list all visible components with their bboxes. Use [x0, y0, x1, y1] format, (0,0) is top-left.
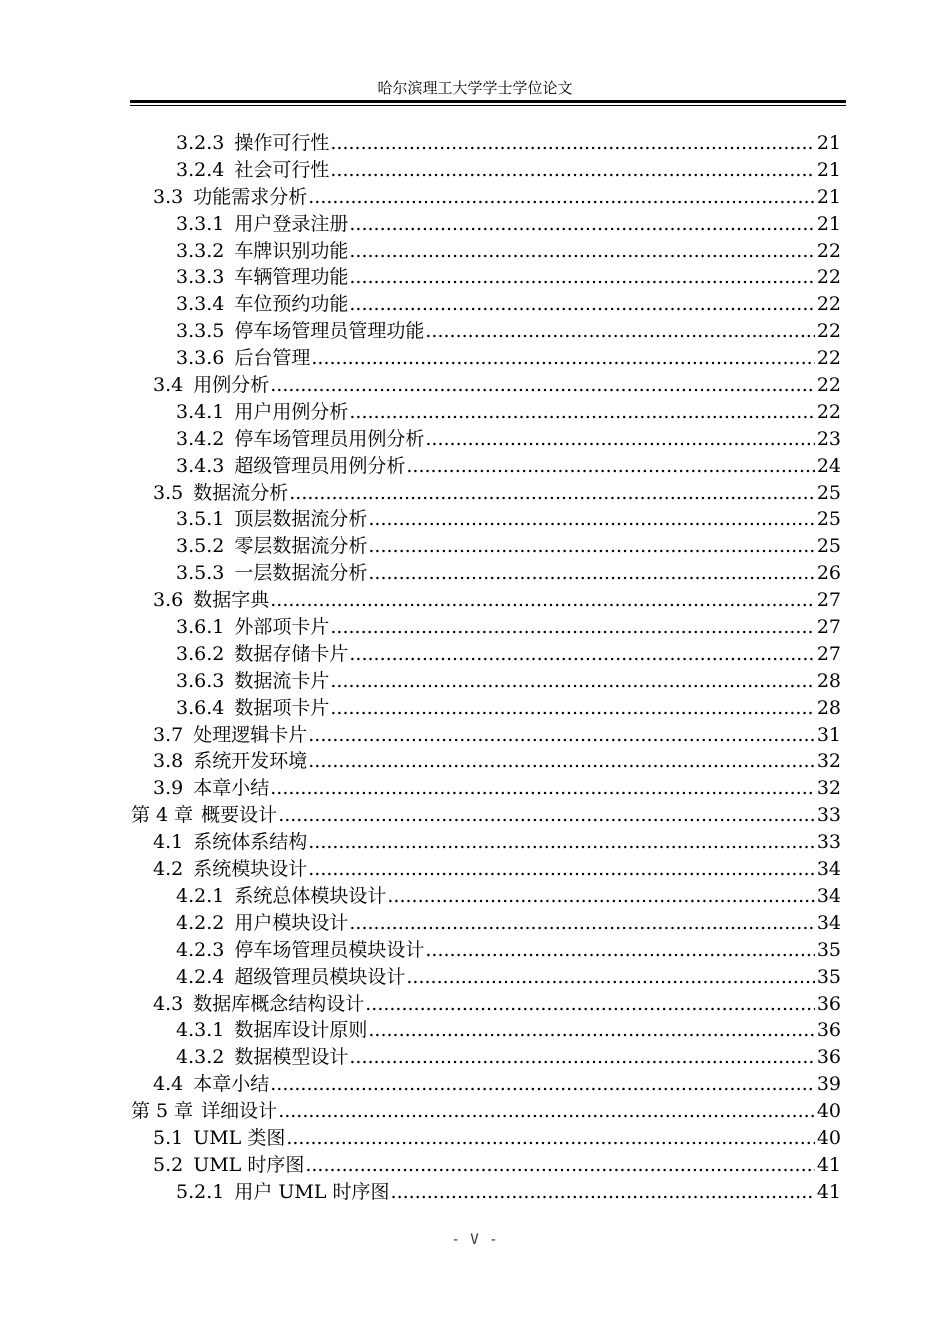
toc-entry-number: 4.1	[153, 831, 184, 854]
toc-entry-title: 数据流分析	[193, 481, 289, 504]
toc-entry-title: 用户用例分析	[234, 400, 349, 423]
toc-entry-title: 顶层数据流分析	[234, 508, 368, 531]
toc-entry[interactable]	[131, 1098, 841, 1125]
toc-leader-dots	[270, 372, 815, 399]
toc-entry-number: 4.2.3	[176, 938, 225, 961]
toc-entry[interactable]	[131, 1071, 841, 1098]
toc-leader-dots	[286, 1125, 814, 1152]
toc-leader-dots	[349, 1044, 814, 1071]
toc-entry-page: 32	[816, 777, 841, 800]
toc-entry[interactable]	[131, 560, 841, 587]
toc-entry-number: 3.5.1	[176, 508, 225, 531]
toc-entry-page: 33	[816, 804, 841, 827]
toc-leader-dots	[330, 157, 814, 184]
toc-entry[interactable]	[131, 399, 841, 426]
toc-entry-title: 本章小结	[193, 1073, 270, 1096]
toc-entry[interactable]	[131, 748, 841, 775]
toc-entry-page: 28	[816, 669, 841, 692]
toc-entry-title: 后台管理	[234, 347, 311, 370]
toc-entry-title: 操作可行性	[234, 132, 330, 154]
toc-entry-page: 27	[816, 616, 841, 639]
toc-entry[interactable]	[131, 937, 841, 964]
toc-leader-dots	[349, 264, 814, 291]
toc-leader-dots	[425, 318, 814, 345]
toc-entry-number: 4.2	[153, 858, 184, 881]
toc-leader-dots	[308, 722, 815, 749]
toc-leader-dots	[311, 345, 814, 372]
toc-entry-number: 3.3.3	[176, 266, 225, 289]
toc-entry[interactable]	[131, 264, 841, 291]
toc-entry-page: 36	[816, 1019, 841, 1042]
toc-leader-dots	[308, 748, 815, 775]
toc-entry[interactable]	[131, 426, 841, 453]
toc-leader-dots	[330, 695, 814, 722]
toc-entry-title: 详细设计	[201, 1100, 278, 1123]
toc-entry-title: 系统模块设计	[193, 858, 308, 881]
toc-entry-number: 3.6.4	[176, 696, 225, 719]
toc-entry-number: 3.7	[153, 723, 184, 746]
toc-entry-page: 28	[816, 696, 841, 719]
toc-entry-number: 第 4 章	[131, 804, 194, 827]
toc-entry-page: 22	[816, 347, 841, 370]
toc-entry-title: 数据流卡片	[234, 669, 330, 692]
toc-entry-page: 40	[816, 1100, 841, 1123]
toc-entry-page: 22	[816, 266, 841, 289]
toc-entry-number: 3.3.6	[176, 347, 225, 370]
toc-entry-page: 32	[816, 750, 841, 773]
toc-entry-number: 4.2.2	[176, 911, 225, 934]
toc-leader-dots	[368, 533, 814, 560]
toc-entry[interactable]	[131, 695, 841, 722]
toc-entry[interactable]	[131, 211, 841, 238]
toc-entry[interactable]	[131, 991, 841, 1018]
toc-leader-dots	[278, 1098, 815, 1125]
toc-entry-page: 40	[816, 1126, 841, 1149]
toc-entry-title: 数据库概念结构设计	[193, 992, 365, 1015]
table-of-contents	[131, 130, 841, 1206]
toc-entry-number: 5.2	[153, 1153, 184, 1176]
header-rule-thin	[130, 105, 846, 106]
toc-leader-dots	[270, 775, 815, 802]
toc-entry-number: 5.2.1	[176, 1180, 225, 1203]
toc-entry-page: 21	[816, 185, 841, 208]
toc-entry[interactable]	[131, 668, 841, 695]
toc-entry-page: 21	[816, 158, 841, 181]
toc-leader-dots	[368, 506, 814, 533]
toc-entry-number: 3.3.1	[176, 212, 225, 235]
toc-entry[interactable]	[131, 722, 841, 749]
toc-leader-dots	[270, 1071, 815, 1098]
toc-entry-number: 3.8	[153, 750, 184, 773]
toc-leader-dots	[391, 1179, 815, 1206]
toc-leader-dots	[406, 964, 814, 991]
toc-entry-title: 车位预约功能	[234, 293, 349, 316]
toc-entry-number: 3.2.3	[176, 132, 225, 154]
toc-entry-page: 21	[816, 132, 841, 154]
toc-entry[interactable]	[131, 130, 841, 157]
toc-entry-title: 功能需求分析	[193, 185, 308, 208]
toc-entry-page: 22	[816, 293, 841, 316]
toc-leader-dots	[308, 829, 815, 856]
toc-entry[interactable]	[131, 533, 841, 560]
toc-entry-number: 3.4	[153, 374, 184, 397]
toc-entry-page: 27	[816, 589, 841, 612]
toc-leader-dots	[308, 184, 815, 211]
toc-entry-page: 41	[816, 1153, 841, 1176]
toc-leader-dots	[330, 668, 814, 695]
toc-entry[interactable]	[131, 802, 841, 829]
toc-entry-page: 31	[816, 723, 841, 746]
toc-entry-page: 41	[816, 1180, 841, 1203]
toc-entry[interactable]	[131, 453, 841, 480]
toc-entry[interactable]	[131, 910, 841, 937]
toc-entry-number: 3.5.2	[176, 535, 225, 558]
toc-entry-page: 23	[816, 427, 841, 450]
toc-leader-dots	[365, 991, 815, 1018]
toc-leader-dots	[425, 937, 814, 964]
toc-leader-dots	[305, 1152, 814, 1179]
toc-entry[interactable]	[131, 641, 841, 668]
toc-entry-title: 数据字典	[193, 589, 270, 612]
toc-entry-title: 系统体系结构	[193, 831, 308, 854]
toc-entry[interactable]	[131, 184, 841, 211]
toc-entry-number: 5.1	[153, 1126, 184, 1149]
toc-entry-number: 3.6.3	[176, 669, 225, 692]
toc-entry-page: 36	[816, 1046, 841, 1069]
toc-entry-title: 用户登录注册	[234, 212, 349, 235]
toc-entry-number: 3.6	[153, 589, 184, 612]
toc-entry-title: 系统开发环境	[193, 750, 308, 773]
toc-entry[interactable]	[131, 157, 841, 184]
toc-entry-page: 25	[816, 508, 841, 531]
toc-entry-page: 36	[816, 992, 841, 1015]
toc-leader-dots	[368, 560, 814, 587]
toc-entry-title: 超级管理员用例分析	[234, 454, 406, 477]
toc-entry[interactable]	[131, 614, 841, 641]
toc-entry-page: 25	[816, 481, 841, 504]
toc-leader-dots	[349, 291, 814, 318]
toc-entry-page: 34	[816, 911, 841, 934]
toc-entry-title: 车牌识别功能	[234, 239, 349, 262]
toc-entry[interactable]	[131, 506, 841, 533]
page-number: - V -	[451, 1232, 499, 1248]
toc-entry-title: 零层数据流分析	[234, 535, 368, 558]
toc-entry-title: 超级管理员模块设计	[234, 965, 406, 988]
toc-entry-page: 35	[816, 965, 841, 988]
toc-entry-title: 外部项卡片	[234, 616, 330, 639]
toc-entry-number: 3.2.4	[176, 158, 225, 181]
toc-leader-dots	[387, 883, 814, 910]
toc-entry[interactable]	[131, 1125, 841, 1152]
toc-entry[interactable]	[131, 883, 841, 910]
toc-entry[interactable]	[131, 1017, 841, 1044]
toc-entry-number: 4.2.4	[176, 965, 225, 988]
toc-leader-dots	[406, 453, 814, 480]
toc-entry-number: 4.3.2	[176, 1046, 225, 1069]
toc-entry-page: 24	[816, 454, 841, 477]
toc-entry[interactable]	[131, 345, 841, 372]
toc-entry-page: 34	[816, 884, 841, 907]
toc-leader-dots	[278, 802, 815, 829]
toc-leader-dots	[289, 480, 815, 507]
toc-leader-dots	[330, 130, 814, 157]
toc-leader-dots	[349, 641, 814, 668]
toc-entry-title: 用例分析	[193, 374, 270, 397]
toc-entry-page: 39	[816, 1073, 841, 1096]
toc-entry[interactable]	[131, 1152, 841, 1179]
toc-entry-number: 3.9	[153, 777, 184, 800]
toc-entry-title: 停车场管理员模块设计	[234, 938, 425, 961]
toc-entry-page: 22	[816, 374, 841, 397]
toc-entry-title: UML 时序图	[193, 1153, 305, 1176]
toc-entry[interactable]	[131, 1044, 841, 1071]
toc-entry-title: 处理逻辑卡片	[193, 723, 308, 746]
toc-entry-number: 3.5.3	[176, 562, 225, 585]
toc-entry-title: 本章小结	[193, 777, 270, 800]
toc-leader-dots	[349, 399, 814, 426]
toc-entry[interactable]	[131, 1179, 841, 1206]
toc-leader-dots	[308, 856, 815, 883]
toc-entry-page: 27	[816, 642, 841, 665]
toc-entry-title: 数据模型设计	[234, 1046, 349, 1069]
toc-leader-dots	[349, 238, 814, 265]
toc-entry-number: 4.3.1	[176, 1019, 225, 1042]
toc-entry-title: 车辆管理功能	[234, 266, 349, 289]
toc-entry[interactable]	[131, 480, 841, 507]
toc-entry-title: 数据项卡片	[234, 696, 330, 719]
toc-entry-page: 34	[816, 858, 841, 881]
toc-entry-number: 3.3	[153, 185, 184, 208]
toc-entry-title: 社会可行性	[234, 158, 330, 181]
toc-leader-dots	[330, 614, 814, 641]
toc-entry-title: 一层数据流分析	[234, 562, 368, 585]
toc-entry-page: 35	[816, 938, 841, 961]
toc-entry[interactable]	[131, 318, 841, 345]
toc-entry-title: UML 类图	[193, 1126, 286, 1149]
toc-entry-number: 4.2.1	[176, 884, 225, 907]
toc-entry-title: 概要设计	[201, 804, 278, 827]
toc-entry-number: 3.3.4	[176, 293, 225, 316]
toc-entry[interactable]	[131, 372, 841, 399]
toc-entry-number: 3.6.2	[176, 642, 225, 665]
toc-entry-number: 4.4	[153, 1073, 184, 1096]
toc-entry-title: 数据存储卡片	[234, 642, 349, 665]
toc-entry-number: 3.6.1	[176, 616, 225, 639]
toc-entry[interactable]	[131, 291, 841, 318]
toc-entry-number: 3.4.1	[176, 400, 225, 423]
toc-entry-title: 数据库设计原则	[234, 1019, 368, 1042]
toc-entry-number: 3.3.5	[176, 320, 225, 343]
toc-entry-number: 4.3	[153, 992, 184, 1015]
toc-entry-title: 停车场管理员用例分析	[234, 427, 425, 450]
toc-entry-page: 26	[816, 562, 841, 585]
toc-entry[interactable]	[131, 964, 841, 991]
header-title: 哈尔滨理工大学学士学位论文	[377, 79, 573, 97]
toc-entry-page: 21	[816, 212, 841, 235]
toc-entry-number: 3.4.3	[176, 454, 225, 477]
toc-leader-dots	[270, 587, 815, 614]
toc-entry-page: 25	[816, 535, 841, 558]
toc-entry-title: 用户 UML 时序图	[234, 1180, 390, 1203]
toc-entry-number: 3.3.2	[176, 239, 225, 262]
toc-entry-page: 33	[816, 831, 841, 854]
toc-entry-page: 22	[816, 400, 841, 423]
toc-entry-number: 3.4.2	[176, 427, 225, 450]
toc-entry-number: 第 5 章	[131, 1100, 194, 1123]
toc-leader-dots	[425, 426, 814, 453]
toc-entry[interactable]	[131, 587, 841, 614]
toc-entry-page: 22	[816, 320, 841, 343]
toc-entry-number: 3.5	[153, 481, 184, 504]
toc-entry-title: 系统总体模块设计	[234, 884, 387, 907]
toc-entry-page: 22	[816, 239, 841, 262]
toc-entry-title: 用户模块设计	[234, 911, 349, 934]
toc-entry-title: 停车场管理员管理功能	[234, 320, 425, 343]
toc-entry[interactable]	[131, 238, 841, 265]
toc-leader-dots	[349, 910, 814, 937]
toc-entry[interactable]	[131, 775, 841, 802]
toc-entry[interactable]	[131, 829, 841, 856]
toc-leader-dots	[349, 211, 814, 238]
toc-entry[interactable]	[131, 856, 841, 883]
toc-leader-dots	[368, 1017, 814, 1044]
header-rule-thick	[130, 100, 846, 103]
